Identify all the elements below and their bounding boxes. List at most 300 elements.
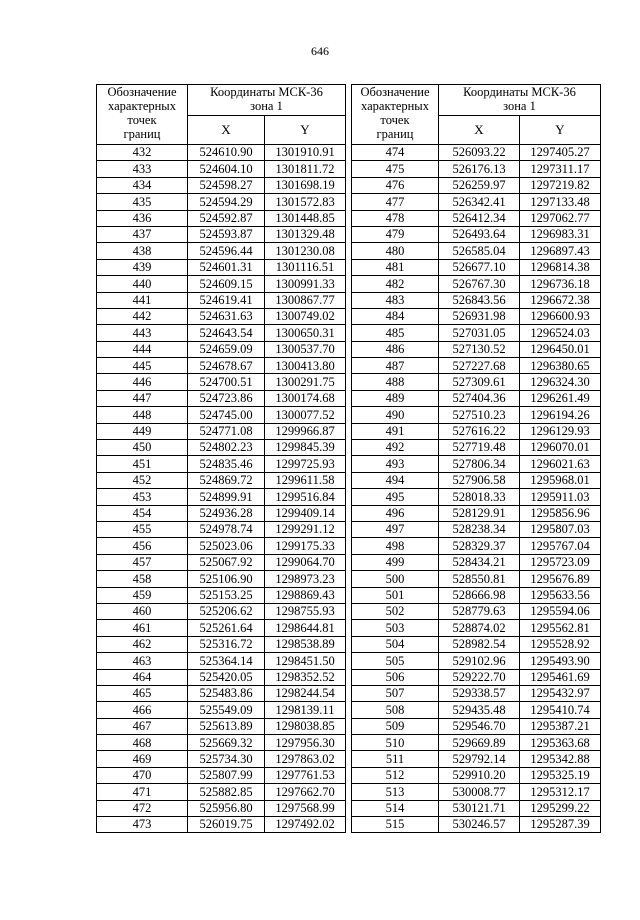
point-number-cell: 507: [352, 685, 439, 701]
x-coordinate-cell: 528434.21: [439, 554, 520, 570]
coordinates-title-line: зона 1: [250, 99, 283, 113]
y-coordinate-cell: 1297863.02: [265, 751, 346, 767]
x-coordinate-cell: 526931.98: [439, 308, 520, 324]
x-coordinate-cell: 528329.37: [439, 538, 520, 554]
y-coordinate-cell: 1297662.70: [265, 784, 346, 800]
point-number-cell: 453: [97, 489, 188, 505]
y-coordinate-cell: 1300749.02: [265, 308, 346, 324]
point-number-cell: 478: [352, 210, 439, 226]
x-coordinate-cell: 524723.86: [188, 390, 265, 406]
y-coordinate-cell: 1295723.09: [520, 554, 601, 570]
y-coordinate-cell: 1295807.03: [520, 521, 601, 537]
point-number-cell: 501: [352, 587, 439, 603]
x-coordinate-cell: 527227.68: [439, 358, 520, 374]
point-number-cell: 465: [97, 685, 188, 701]
y-coordinate-cell: 1301910.91: [265, 145, 346, 161]
coordinates-title-line: Координаты МСК-36: [210, 85, 323, 99]
point-label-header: [352, 85, 439, 145]
x-coordinate-cell: 529222.70: [439, 669, 520, 685]
point-number-cell: 490: [352, 407, 439, 423]
point-number-cell: 440: [97, 276, 188, 292]
point-number-cell: 492: [352, 440, 439, 456]
point-label-line: Обозначение: [107, 85, 177, 99]
y-coordinate-cell: 1299291.12: [265, 521, 346, 537]
x-coordinate-cell: 529546.70: [439, 718, 520, 734]
y-coordinate-cell: 1296194.26: [520, 407, 601, 423]
y-coordinate-cell: 1301329.48: [265, 226, 346, 242]
table-row: [97, 194, 346, 210]
y-coordinate-cell: 1295633.56: [520, 587, 601, 603]
y-coordinate-cell: 1297956.30: [265, 735, 346, 751]
point-number-cell: 459: [97, 587, 188, 603]
x-coordinate-cell: 524771.08: [188, 423, 265, 439]
coordinates-table-right: [351, 84, 601, 833]
table-row: [352, 440, 601, 456]
y-coordinate-cell: 1297311.17: [520, 161, 601, 177]
x-coordinate-cell: 529435.48: [439, 702, 520, 718]
table-header: [97, 85, 346, 145]
point-label-header: [97, 85, 188, 145]
point-number-cell: 442: [97, 308, 188, 324]
table-row: [97, 292, 346, 308]
x-coordinate-cell: 527510.23: [439, 407, 520, 423]
x-coordinate-cell: 526259.97: [439, 177, 520, 193]
table-row: [97, 669, 346, 685]
x-coordinate-cell: 524596.44: [188, 243, 265, 259]
x-coordinate-cell: 530008.77: [439, 784, 520, 800]
point-number-cell: 466: [97, 702, 188, 718]
table-row: [352, 784, 601, 800]
x-coordinate-cell: 525206.62: [188, 603, 265, 619]
x-coordinate-cell: 526493.64: [439, 226, 520, 242]
y-header: Y: [520, 116, 601, 145]
x-coordinate-cell: 525106.90: [188, 571, 265, 587]
y-coordinate-cell: 1299611.58: [265, 472, 346, 488]
x-coordinate-cell: 524594.29: [188, 194, 265, 210]
table-row: [97, 226, 346, 242]
point-number-cell: 508: [352, 702, 439, 718]
table-row: [97, 685, 346, 701]
point-number-cell: 435: [97, 194, 188, 210]
y-coordinate-cell: 1300077.52: [265, 407, 346, 423]
point-number-cell: 495: [352, 489, 439, 505]
table-row: [352, 571, 601, 587]
x-header: X: [439, 116, 520, 145]
y-coordinate-cell: 1297405.27: [520, 145, 601, 161]
point-number-cell: 461: [97, 620, 188, 636]
y-coordinate-cell: 1297761.53: [265, 767, 346, 783]
x-coordinate-cell: 528666.98: [439, 587, 520, 603]
table-row: [352, 702, 601, 718]
y-coordinate-cell: 1300537.70: [265, 341, 346, 357]
table-row: [352, 374, 601, 390]
y-coordinate-cell: 1296070.01: [520, 440, 601, 456]
table-row: [97, 538, 346, 554]
y-coordinate-cell: 1298451.50: [265, 653, 346, 669]
x-coordinate-cell: 529669.89: [439, 735, 520, 751]
point-number-cell: 499: [352, 554, 439, 570]
table-row: [352, 292, 601, 308]
y-coordinate-cell: 1295363.68: [520, 735, 601, 751]
point-label-line: характерных: [108, 99, 176, 113]
table-body: [97, 145, 346, 833]
table-row: [97, 145, 346, 161]
x-coordinate-cell: 524610.90: [188, 145, 265, 161]
x-coordinate-cell: 527404.36: [439, 390, 520, 406]
y-coordinate-cell: 1301811.72: [265, 161, 346, 177]
x-coordinate-cell: 525420.05: [188, 669, 265, 685]
page-number: 646: [311, 44, 329, 58]
table-row: [97, 800, 346, 816]
point-number-cell: 454: [97, 505, 188, 521]
x-coordinate-cell: 529792.14: [439, 751, 520, 767]
point-label-line: границ: [376, 127, 414, 141]
point-number-cell: 446: [97, 374, 188, 390]
point-number-cell: 457: [97, 554, 188, 570]
point-number-cell: 434: [97, 177, 188, 193]
y-coordinate-cell: 1296450.01: [520, 341, 601, 357]
point-number-cell: 444: [97, 341, 188, 357]
x-coordinate-cell: 527130.52: [439, 341, 520, 357]
y-coordinate-cell: 1298869.43: [265, 587, 346, 603]
y-coordinate-cell: 1300867.77: [265, 292, 346, 308]
point-label-line: точек: [380, 113, 410, 127]
table-row: [97, 407, 346, 423]
y-coordinate-cell: 1295911.03: [520, 489, 601, 505]
table-row: [352, 472, 601, 488]
point-number-cell: 458: [97, 571, 188, 587]
table-row: [97, 784, 346, 800]
point-number-cell: 477: [352, 194, 439, 210]
x-coordinate-cell: 524978.74: [188, 521, 265, 537]
y-coordinate-cell: 1301572.83: [265, 194, 346, 210]
x-coordinate-cell: 524619.41: [188, 292, 265, 308]
y-coordinate-cell: 1297568.99: [265, 800, 346, 816]
table-row: [97, 423, 346, 439]
y-coordinate-cell: 1297219.82: [520, 177, 601, 193]
point-number-cell: 513: [352, 784, 439, 800]
y-coordinate-cell: 1295968.01: [520, 472, 601, 488]
coordinates-header: [188, 85, 346, 116]
table-row: [352, 276, 601, 292]
y-coordinate-cell: 1300413.80: [265, 358, 346, 374]
y-coordinate-cell: 1295299.22: [520, 800, 601, 816]
table-row: [352, 325, 601, 341]
y-coordinate-cell: 1298139.11: [265, 702, 346, 718]
y-coordinate-cell: 1295461.69: [520, 669, 601, 685]
point-number-cell: 439: [97, 259, 188, 275]
x-coordinate-cell: 528874.02: [439, 620, 520, 636]
y-coordinate-cell: 1296324.30: [520, 374, 601, 390]
table-row: [97, 554, 346, 570]
point-number-cell: 443: [97, 325, 188, 341]
table-row: [97, 308, 346, 324]
table-row: [97, 440, 346, 456]
x-coordinate-cell: 528238.34: [439, 521, 520, 537]
y-coordinate-cell: 1301698.19: [265, 177, 346, 193]
point-number-cell: 515: [352, 817, 439, 833]
x-coordinate-cell: 529338.57: [439, 685, 520, 701]
x-coordinate-cell: 525483.86: [188, 685, 265, 701]
table-row: [97, 472, 346, 488]
table-row: [97, 636, 346, 652]
table-row: [352, 718, 601, 734]
x-coordinate-cell: 525613.89: [188, 718, 265, 734]
x-coordinate-cell: 527719.48: [439, 440, 520, 456]
y-coordinate-cell: 1299064.70: [265, 554, 346, 570]
y-coordinate-cell: 1298644.81: [265, 620, 346, 636]
point-number-cell: 480: [352, 243, 439, 259]
y-coordinate-cell: 1295287.39: [520, 817, 601, 833]
coordinates-header: [439, 85, 601, 116]
x-coordinate-cell: 525549.09: [188, 702, 265, 718]
point-number-cell: 500: [352, 571, 439, 587]
point-number-cell: 445: [97, 358, 188, 374]
table-row: [97, 603, 346, 619]
x-coordinate-cell: 524700.51: [188, 374, 265, 390]
point-number-cell: 460: [97, 603, 188, 619]
y-coordinate-cell: 1296672.38: [520, 292, 601, 308]
table-row: [352, 390, 601, 406]
point-number-cell: 483: [352, 292, 439, 308]
point-number-cell: 475: [352, 161, 439, 177]
point-number-cell: 451: [97, 456, 188, 472]
x-coordinate-cell: 530121.71: [439, 800, 520, 816]
y-coordinate-cell: 1295767.04: [520, 538, 601, 554]
table-row: [97, 702, 346, 718]
point-number-cell: 481: [352, 259, 439, 275]
table-row: [352, 735, 601, 751]
x-coordinate-cell: 524601.31: [188, 259, 265, 275]
point-number-cell: 473: [97, 817, 188, 833]
x-coordinate-cell: 526176.13: [439, 161, 520, 177]
x-coordinate-cell: 526585.04: [439, 243, 520, 259]
x-coordinate-cell: 526677.10: [439, 259, 520, 275]
point-number-cell: 449: [97, 423, 188, 439]
point-number-cell: 498: [352, 538, 439, 554]
y-coordinate-cell: 1295856.96: [520, 505, 601, 521]
x-coordinate-cell: 524631.63: [188, 308, 265, 324]
table-row: [352, 505, 601, 521]
point-number-cell: 488: [352, 374, 439, 390]
y-coordinate-cell: 1297133.48: [520, 194, 601, 210]
table-row: [352, 603, 601, 619]
point-number-cell: 489: [352, 390, 439, 406]
x-coordinate-cell: 528018.33: [439, 489, 520, 505]
table-row: [97, 276, 346, 292]
point-number-cell: 450: [97, 440, 188, 456]
point-number-cell: 452: [97, 472, 188, 488]
x-coordinate-cell: 524802.23: [188, 440, 265, 456]
coordinates-title-line: зона 1: [503, 99, 536, 113]
table-body: [352, 145, 601, 833]
table-row: [352, 194, 601, 210]
x-coordinate-cell: 524592.87: [188, 210, 265, 226]
x-coordinate-cell: 529910.20: [439, 767, 520, 783]
y-coordinate-cell: 1301448.85: [265, 210, 346, 226]
x-header: X: [188, 116, 265, 145]
point-number-cell: 456: [97, 538, 188, 554]
table-row: [352, 538, 601, 554]
y-coordinate-cell: 1298973.23: [265, 571, 346, 587]
point-number-cell: 497: [352, 521, 439, 537]
y-coordinate-cell: 1300650.31: [265, 325, 346, 341]
point-number-cell: 509: [352, 718, 439, 734]
table-row: [352, 259, 601, 275]
x-coordinate-cell: 526767.30: [439, 276, 520, 292]
y-coordinate-cell: 1296524.03: [520, 325, 601, 341]
point-number-cell: 511: [352, 751, 439, 767]
table-row: [352, 587, 601, 603]
y-coordinate-cell: 1295562.81: [520, 620, 601, 636]
point-number-cell: 486: [352, 341, 439, 357]
point-number-cell: 455: [97, 521, 188, 537]
table-header: [352, 85, 601, 145]
table-row: [352, 554, 601, 570]
point-label-line: точек: [127, 113, 157, 127]
y-coordinate-cell: 1299725.93: [265, 456, 346, 472]
x-coordinate-cell: 524745.00: [188, 407, 265, 423]
table-row: [97, 210, 346, 226]
table-row: [97, 620, 346, 636]
y-coordinate-cell: 1299516.84: [265, 489, 346, 505]
x-coordinate-cell: 524678.67: [188, 358, 265, 374]
y-coordinate-cell: 1300174.68: [265, 390, 346, 406]
y-coordinate-cell: 1295312.17: [520, 784, 601, 800]
table-row: [97, 489, 346, 505]
table-row: [352, 243, 601, 259]
y-coordinate-cell: 1295528.92: [520, 636, 601, 652]
x-coordinate-cell: 524643.54: [188, 325, 265, 341]
y-coordinate-cell: 1298538.89: [265, 636, 346, 652]
table-row: [352, 358, 601, 374]
y-coordinate-cell: 1299845.39: [265, 440, 346, 456]
x-coordinate-cell: 528550.81: [439, 571, 520, 587]
x-coordinate-cell: 527309.61: [439, 374, 520, 390]
point-number-cell: 504: [352, 636, 439, 652]
y-coordinate-cell: 1296983.31: [520, 226, 601, 242]
table-row: [352, 456, 601, 472]
table-row: [352, 685, 601, 701]
point-number-cell: 469: [97, 751, 188, 767]
y-coordinate-cell: 1295493.90: [520, 653, 601, 669]
y-coordinate-cell: 1299409.14: [265, 505, 346, 521]
x-coordinate-cell: 524869.72: [188, 472, 265, 488]
point-number-cell: 487: [352, 358, 439, 374]
y-coordinate-cell: 1300291.75: [265, 374, 346, 390]
y-coordinate-cell: 1298038.85: [265, 718, 346, 734]
table-row: [97, 161, 346, 177]
point-number-cell: 485: [352, 325, 439, 341]
x-coordinate-cell: 529102.96: [439, 653, 520, 669]
y-coordinate-cell: 1299175.33: [265, 538, 346, 554]
x-coordinate-cell: 525316.72: [188, 636, 265, 652]
y-coordinate-cell: 1296021.63: [520, 456, 601, 472]
y-coordinate-cell: 1296814.38: [520, 259, 601, 275]
y-header: Y: [265, 116, 346, 145]
table-row: [352, 521, 601, 537]
table-row: [97, 259, 346, 275]
point-number-cell: 494: [352, 472, 439, 488]
y-coordinate-cell: 1295342.88: [520, 751, 601, 767]
table-row: [97, 341, 346, 357]
table-row: [97, 751, 346, 767]
x-coordinate-cell: 525023.06: [188, 538, 265, 554]
point-number-cell: 493: [352, 456, 439, 472]
y-coordinate-cell: 1295432.97: [520, 685, 601, 701]
point-number-cell: 472: [97, 800, 188, 816]
x-coordinate-cell: 526412.34: [439, 210, 520, 226]
table-row: [97, 817, 346, 833]
table-row: [97, 767, 346, 783]
x-coordinate-cell: 525956.80: [188, 800, 265, 816]
y-coordinate-cell: 1295410.74: [520, 702, 601, 718]
point-number-cell: 484: [352, 308, 439, 324]
table-row: [97, 571, 346, 587]
y-coordinate-cell: 1296129.93: [520, 423, 601, 439]
point-label-line: границ: [123, 127, 161, 141]
table-row: [97, 521, 346, 537]
point-number-cell: 496: [352, 505, 439, 521]
point-number-cell: 470: [97, 767, 188, 783]
x-coordinate-cell: 525261.64: [188, 620, 265, 636]
y-coordinate-cell: 1297492.02: [265, 817, 346, 833]
table-row: [97, 456, 346, 472]
x-coordinate-cell: 524936.28: [188, 505, 265, 521]
point-number-cell: 491: [352, 423, 439, 439]
table-row: [97, 505, 346, 521]
point-number-cell: 502: [352, 603, 439, 619]
table-row: [97, 325, 346, 341]
coordinates-title-line: Координаты МСК-36: [463, 85, 576, 99]
x-coordinate-cell: 526843.56: [439, 292, 520, 308]
point-number-cell: 433: [97, 161, 188, 177]
y-coordinate-cell: 1301116.51: [265, 259, 346, 275]
x-coordinate-cell: 527806.34: [439, 456, 520, 472]
coordinates-table-left: [96, 84, 346, 833]
x-coordinate-cell: 525882.85: [188, 784, 265, 800]
table-row: [352, 341, 601, 357]
point-label-line: характерных: [361, 99, 429, 113]
table-row: [352, 751, 601, 767]
point-number-cell: 464: [97, 669, 188, 685]
point-label-line: Обозначение: [360, 85, 430, 99]
point-number-cell: 471: [97, 784, 188, 800]
table-row: [352, 669, 601, 685]
x-coordinate-cell: 524659.09: [188, 341, 265, 357]
point-number-cell: 505: [352, 653, 439, 669]
table-row: [97, 735, 346, 751]
table-row: [97, 390, 346, 406]
point-number-cell: 474: [352, 145, 439, 161]
x-coordinate-cell: 525067.92: [188, 554, 265, 570]
table-row: [97, 177, 346, 193]
point-number-cell: 436: [97, 210, 188, 226]
point-number-cell: 462: [97, 636, 188, 652]
table-row: [352, 489, 601, 505]
point-number-cell: 476: [352, 177, 439, 193]
x-coordinate-cell: 527616.22: [439, 423, 520, 439]
table-row: [352, 620, 601, 636]
x-coordinate-cell: 524609.15: [188, 276, 265, 292]
table-row: [352, 800, 601, 816]
x-coordinate-cell: 527906.58: [439, 472, 520, 488]
x-coordinate-cell: 524593.87: [188, 226, 265, 242]
y-coordinate-cell: 1295676.89: [520, 571, 601, 587]
table-row: [352, 210, 601, 226]
table-row: [352, 226, 601, 242]
table-row: [97, 243, 346, 259]
